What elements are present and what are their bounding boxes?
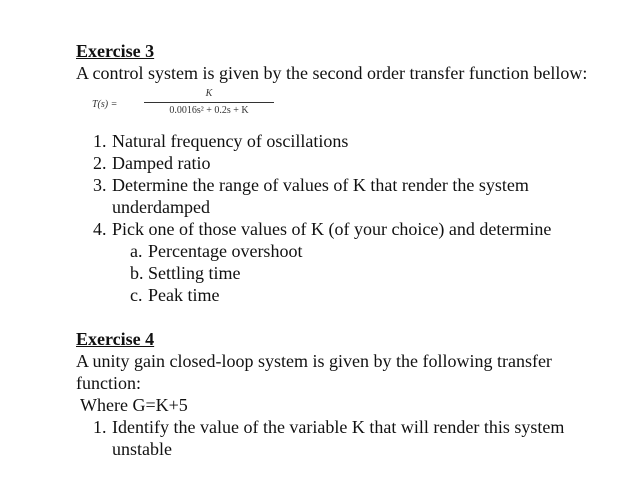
section-spacer bbox=[76, 306, 596, 328]
sub-list-item bbox=[76, 262, 596, 284]
sub-item-text: Settling time bbox=[148, 263, 241, 283]
item-number: 2. bbox=[93, 153, 107, 173]
item-number: 4. bbox=[93, 219, 107, 239]
list-item bbox=[76, 416, 596, 460]
sub-item-letter: b. bbox=[130, 263, 144, 283]
exercise-4-intro: A unity gain closed-loop system is given by the following transfer function: bbox=[76, 351, 552, 393]
sub-list-item bbox=[76, 240, 596, 262]
sub-item-letter: c. bbox=[130, 285, 143, 305]
list-item bbox=[76, 174, 596, 218]
exercise-4-question-list bbox=[76, 416, 596, 460]
document-page bbox=[76, 40, 596, 460]
sub-item-letter: a. bbox=[130, 241, 143, 261]
item-text: Pick one of those values of K (of your choice) and determine bbox=[112, 219, 552, 239]
exercise-4-where-clause: Where G=K+5 bbox=[80, 395, 188, 415]
item-text: Determine the range of values of K that render the system underdamped bbox=[112, 175, 529, 217]
formula-denominator: 0.0016s² + 0.2s + K bbox=[169, 105, 249, 116]
sub-item-text: Peak time bbox=[148, 285, 220, 305]
item-number: 3. bbox=[93, 175, 107, 195]
item-number: 1. bbox=[93, 417, 107, 437]
list-item bbox=[76, 152, 596, 174]
exercise-4-heading: Exercise 4 bbox=[76, 329, 155, 349]
sub-list-item bbox=[76, 284, 596, 306]
formula-numerator: K bbox=[205, 88, 213, 99]
sub-item-text: Percentage overshoot bbox=[148, 241, 303, 261]
formula-lhs: T(s) = bbox=[92, 99, 118, 110]
exercise-3-question-list bbox=[76, 130, 596, 306]
item-text: Identify the value of the variable K that will render this system unstable bbox=[112, 417, 565, 459]
fraction-bar bbox=[144, 102, 274, 103]
item-number: 1. bbox=[93, 131, 107, 151]
list-item bbox=[76, 218, 596, 240]
transfer-function-formula bbox=[92, 88, 596, 128]
formula-fraction bbox=[144, 88, 274, 117]
list-item bbox=[76, 130, 596, 152]
exercise-3-heading: Exercise 3 bbox=[76, 41, 155, 61]
exercise-3-intro: A control system is given by the second order transfer function bellow: bbox=[76, 63, 588, 83]
item-text: Damped ratio bbox=[112, 153, 211, 173]
item-text: Natural frequency of oscillations bbox=[112, 131, 349, 151]
